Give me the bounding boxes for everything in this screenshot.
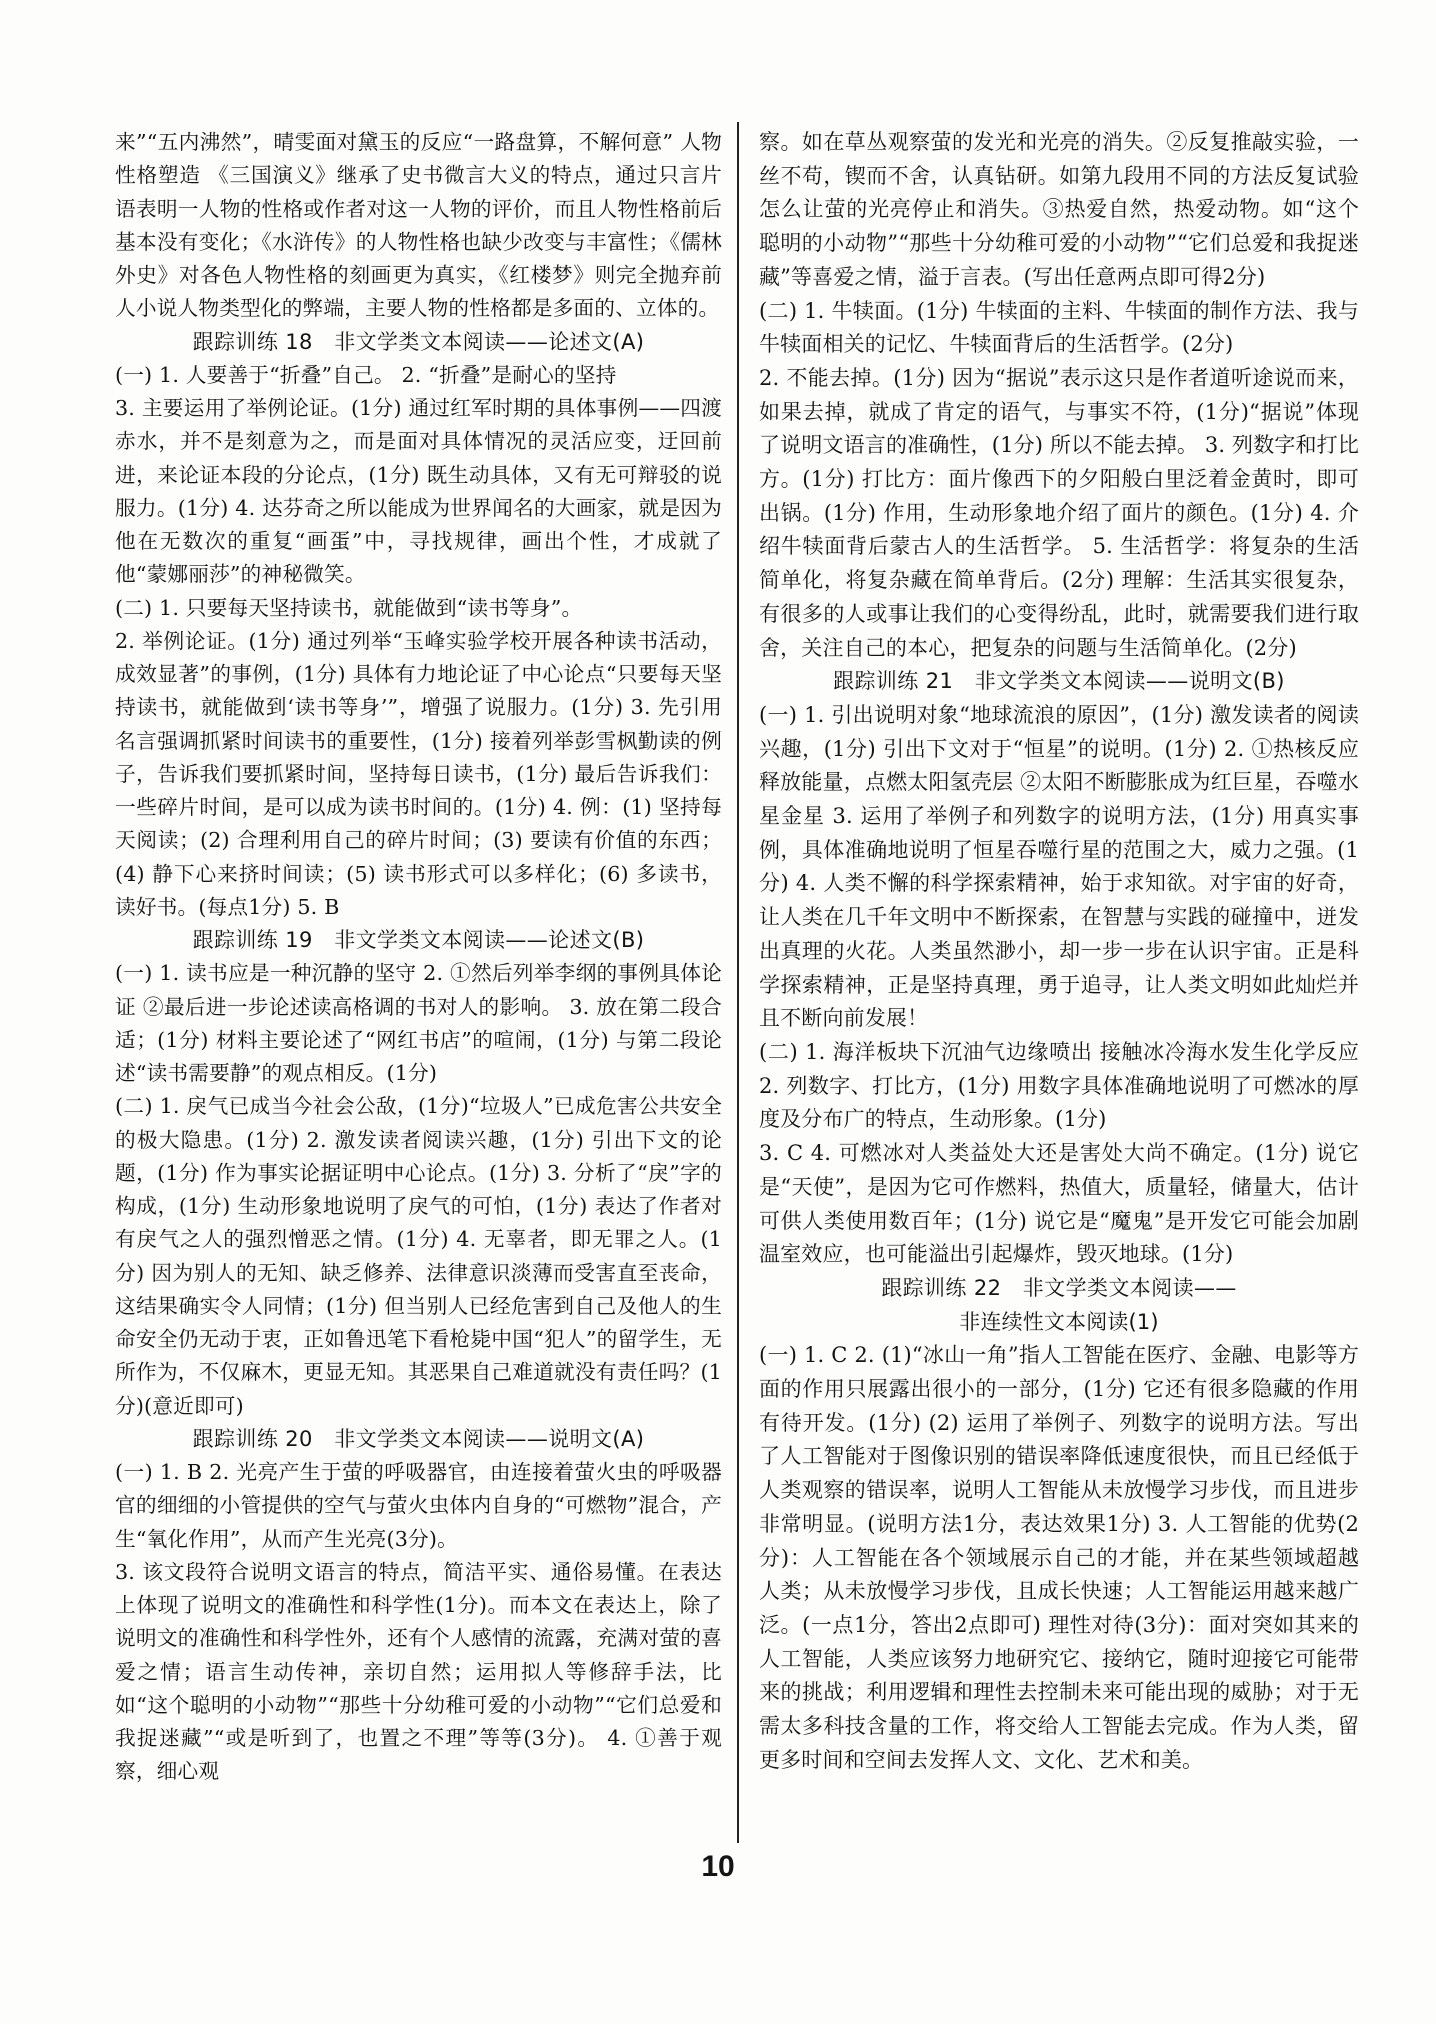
- left-paragraph: (二) 1. 只要每天坚持读书，就能做到“读书等身”。: [115, 595, 583, 620]
- right-paragraph: (一) 1. 引出说明对象“地球流浪的原因”，(1分) 激发读者的阅读兴趣，(1分) 引出下文对于“恒星”的说明。(1分) 2. ①热核反应释放能量，点燃太阳氢壳层 ②太阳不断膨胀成为红巨星，吞噬水星金星 3. 运用了举例子和列数字的说明方法，(1分) 用真实事例，具体准确地说明了恒星吞噬行星的范围之大，威力之强。(1分) 4. 人类不懈的科学探索精神，始于求知欲。对宇宙的好奇，让人类在几千年文明中不断探索，在智慧与实践的碰撞中，迸发出真理的火花。人类虽然渺小，却一步一步在认识宇宙。正是科学探索精神，正是坚持真理，勇于追寻，让人类文明如此灿烂并且不断向前发展！: [759, 702, 1359, 1031]
- right-paragraph: (二) 1. 海洋板块下沉油气边缘喷出 接触冰冷海水发生化学反应 2. 列数字、打比方，(1分) 用数字具体准确地说明了可燃冰的厚度及分布广的特点，生动形象。(1分): [759, 1039, 1359, 1132]
- left-paragraph: 3. 主要运用了举例论证。(1分) 通过红军时期的具体事例——四渡赤水，并不是刻意为之，而是面对具体情况的灵活应变，迂回前进，来论证本段的分论点，(1分) 既生动具体，又有无可辩驳的说服力。(1分) 4. 达芬奇之所以能成为世界闻名的大画家，就是因为他在无数次的重复“画蛋”中，寻找规律，画出个性，才成就了他“蒙娜丽莎”的神秘微笑。: [115, 396, 722, 587]
- left-paragraph: 3. 该文段符合说明文语言的特点，简洁平实、通俗易懂。在表达上体现了说明文的准确性和科学性(1分)。而本文在表达上，除了说明文的准确性和科学性外，还有个人感情的流露，充满对萤的喜爱之情；语言生动传神，亲切自然；运用拟人等修辞手法，比如“这个聪明的小动物”“那些十分幼稚可爱的小动物”“它们总爱和我捉迷藏”“或是听到了，也置之不理”等等(3分)。 4. ①善于观察，细心观: [115, 1559, 722, 1784]
- left-paragraph: 来”“五内沸然”，晴雯面对黛玉的反应“一路盘算，不解何意” 人物性格塑造 《三国演义》继承了史书微言大义的特点，通过只言片语表明一人物的性格或作者对这一人物的评价，而且人物性格前后基本没有变化；《水浒传》的人物性格也缺少改变与丰富性；《儒林外史》对各色人物性格的刻画更为真实，《红楼梦》则完全抛弃前人小说人物类型化的弊端，主要人物的性格都是多面的、立体的。: [115, 130, 722, 321]
- section-heading-22-sub: 非连续性文本阅读(1): [959, 1309, 1159, 1334]
- section-heading-18: 跟踪训练 18 非文学类文本阅读——论述文(A): [192, 329, 645, 354]
- left-paragraph: (一) 1. 读书应是一种沉静的坚守 2. ①然后列举李纲的事例具体论证 ②最后进一步论述读高格调的书对人的影响。 3. 放在第二段合适；(1分) 材料主要论述了“网红书店”的喧闹，(1分) 与第二段论述“读书需要静”的观点相反。(1分): [115, 961, 722, 1085]
- section-heading-20: 跟踪训练 20 非文学类文本阅读——说明文(A): [192, 1426, 645, 1451]
- right-paragraph: 察。如在草丛观察萤的发光和光亮的消失。②反复推敲实验，一丝不苟，锲而不舍，认真钻研。如第九段用不同的方法反复试验怎么让萤的光亮停止和消失。③热爱自然，热爱动物。如“这个聪明的小动物”“那些十分幼稚可爱的小动物”“它们总爱和我捉迷藏”等喜爱之情，溢于言表。(写出任意两点即可得2分): [759, 130, 1359, 289]
- right-paragraph: 3. C 4. 可燃冰对人类益处大还是害处大尚不确定。(1分) 说它是“天使”，是因为它可作燃料，热值大，质量轻，储量大，估计可供人类使用数百年；(1分) 说它是“魔鬼”是开发它可能会加剧温室效应，也可能溢出引起爆炸，毁灭地球。(1分): [759, 1141, 1359, 1267]
- right-paragraph: (二) 1. 牛犊面。(1分) 牛犊面的主料、牛犊面的制作方法、我与牛犊面相关的记忆、牛犊面背后的生活哲学。(2分): [759, 298, 1359, 357]
- section-heading-21: 跟踪训练 21 非文学类文本阅读——说明文(B): [833, 669, 1285, 694]
- right-paragraph: (一) 1. C 2. (1)“冰山一角”指人工智能在医疗、金融、电影等方面的作用只展露出很小的一部分，(1分) 它还有很多隐藏的作用有待开发。(1分) (2) 运用了举例子、列数字的说明方法。写出了人工智能对于图像识别的错误率降低速度很快，而且已经低于人类观察的错误率，说明人工智能从未放慢学习步伐，而且进步非常明显。(说明方法1分，表达效果1分) 3. 人工智能的优势(2分)：人工智能在各个领域展示自己的才能，并在某些领域超越人类；从未放慢学习步伐，且成长快速；人工智能运用越来越广泛。(一点1分，答出2点即可) 理性对待(3分)：面对突如其来的人工智能，人类应该努力地研究它、接纳它，随时迎接它可能带来的挑战；利用逻辑和理性去控制未来可能出现的威胁；对于无需太多科技含量的工作，将交给人工智能去完成。作为人类，留更多时间和空间去发挥人文、文化、艺术和美。: [759, 1343, 1359, 1772]
- left-paragraph: (二) 1. 戾气已成当今社会公敌，(1分)“垃圾人”已成危害公共安全的极大隐患。(1分) 2. 激发读者阅读兴趣，(1分) 引出下文的论题，(1分) 作为事实论据证明中心论点。(1分) 3. 分析了“戾”字的构成，(1分) 生动形象地说明了戾气的可怕，(1分) 表达了作者对有戾气之人的强烈憎恶之情。(1分) 4. 无辜者，即无罪之人。(1分) 因为别人的无知、缺乏修养、法律意识淡薄而受害直至丧命，这结果确实令人同情；(1分) 但当别人已经危害到自己及他人的生命安全仍无动于衷，正如鲁迅笔下看枪毙中国“犯人”的留学生，无所作为，不仅麻木，更显无知。其恶果自己难道就没有责任吗？(1分)(意近即可): [115, 1094, 722, 1418]
- section-heading-22: 跟踪训练 22 非文学类文本阅读——: [881, 1275, 1237, 1300]
- left-column: [115, 126, 722, 1789]
- left-paragraph: (一) 1. B 2. 光亮产生于萤的呼吸器官，由连接着萤火虫的呼吸器官的细细的小管提供的空气与萤火虫体内自身的“可燃物”混合，产生“氧化作用”，从而产生光亮(3分)。: [115, 1460, 722, 1551]
- page-number: 10: [701, 1850, 735, 1883]
- section-heading-19: 跟踪训练 19 非文学类文本阅读——论述文(B): [192, 928, 645, 952]
- right-column: [759, 126, 1359, 1777]
- left-paragraph: (一) 1. 人要善于“折叠”自己。 2. “折叠”是耐心的坚持: [115, 362, 617, 387]
- right-paragraph: 2. 不能去掉。(1分) 因为“据说”表示这只是作者道听途说而来，如果去掉，就成了肯定的语气，与事实不符，(1分)“据说”体现了说明文语言的准确性，(1分) 所以不能去掉。 3. 列数字和打比方。(1分) 打比方：面片像西下的夕阳般白里泛着金黄时，即可出锅。(1分) 作用，生动形象地介绍了面片的颜色。(1分) 4. 介绍牛犊面背后蒙古人的生活哲学。 5. 生活哲学：将复杂的生活简单化，将复杂藏在简单背后。(2分) 理解：生活其实很复杂，有很多的人或事让我们的心变得纷乱，此时，就需要我们进行取舍，关注自己的本心，把复杂的问题与生活简单化。(2分): [759, 365, 1359, 660]
- column-divider: [737, 122, 739, 1843]
- left-paragraph: 2. 举例论证。(1分) 通过列举“玉峰实验学校开展各种读书活动，成效显著”的事例，(1分) 具体有力地论证了中心论点“只要每天坚持读书，就能做到‘读书等身’”，增强了说服力。(1分) 3. 先引用名言强调抓紧时间读书的重要性，(1分) 接着列举彭雪枫勤读的例子，告诉我们要抓紧时间，坚持每日读书，(1分) 最后告诉我们：一些碎片时间，是可以成为读书时间的。(1分) 4. 例：(1) 坚持每天阅读；(2) 合理利用自己的碎片时间；(3) 要读有价值的东西；(4) 静下心来挤时间读；(5) 读书形式可以多样化；(6) 多读书，读好书。(每点1分) 5. B: [115, 628, 722, 919]
